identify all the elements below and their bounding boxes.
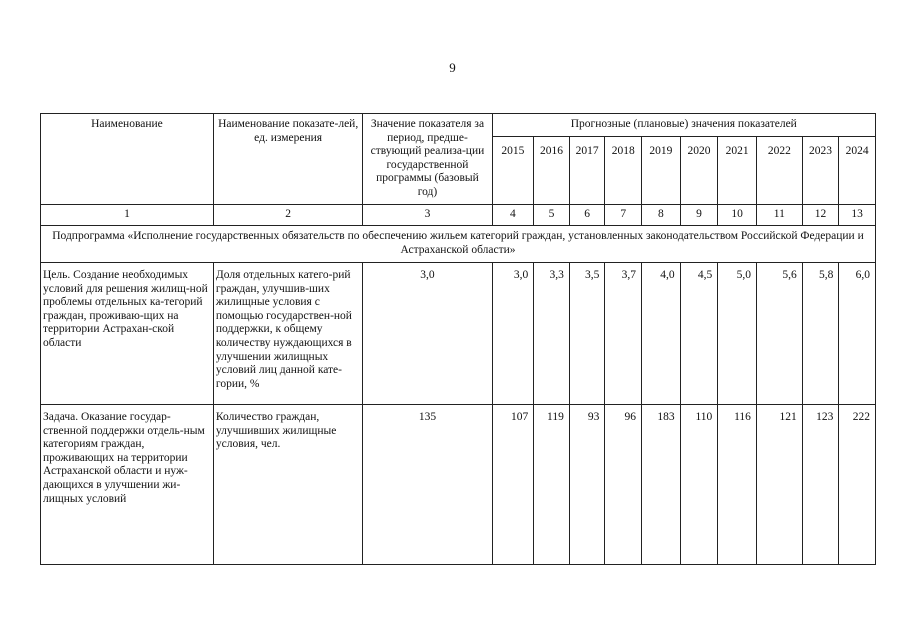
column-numbers-row — [41, 205, 876, 226]
year-cell: 2017 — [569, 137, 605, 205]
column-number: 1 — [41, 205, 214, 226]
row-value: 6,0 — [839, 263, 876, 405]
header-indicator: Наименование показате-лей, ед. измерения — [213, 114, 363, 205]
column-number: 12 — [802, 205, 839, 226]
row-value: 93 — [569, 405, 605, 565]
table-row-goal — [41, 263, 876, 405]
column-number: 6 — [569, 205, 605, 226]
column-number: 2 — [213, 205, 363, 226]
row-value: 119 — [534, 405, 570, 565]
header-row — [41, 114, 876, 137]
row-value: 5,6 — [756, 263, 802, 405]
row-value: 5,8 — [802, 263, 839, 405]
row-name: Задача. Оказание государ-ственной поддержки отдель-ным категориям граждан, проживающих на территории Астраханской области и нуж-дающихся в улучшении жи-лищных условий — [41, 405, 214, 565]
row-name: Цель. Создание необходимых условий для решения жилищ-ной проблемы отдельных ка-тегорий граждан, проживаю-щих на территории Астрахан-ской области — [41, 263, 214, 405]
row-value: 4,0 — [642, 263, 681, 405]
row-value: 123 — [802, 405, 839, 565]
row-value: 116 — [718, 405, 757, 565]
row-value: 110 — [680, 405, 718, 565]
header-name: Наименование — [41, 114, 214, 205]
year-cell: 2023 — [802, 137, 839, 205]
row-value: 3,5 — [569, 263, 605, 405]
row-value: 107 — [492, 405, 534, 565]
row-indicator: Доля отдельных катего-рий граждан, улучшив-ших жилищные условия с помощью государствен-ной поддержки, к общему количеству нуждающихся в улучшении жилищных условий лиц данной кате-гории, % — [213, 263, 363, 405]
row-value: 96 — [605, 405, 642, 565]
row-value: 3,0 — [492, 263, 534, 405]
row-base-value: 3,0 — [363, 263, 492, 405]
column-number: 5 — [534, 205, 570, 226]
column-number: 7 — [605, 205, 642, 226]
header-forecast: Прогнозные (плановые) значения показателей — [492, 114, 875, 137]
year-cell: 2019 — [642, 137, 681, 205]
header-base-value: Значение показателя за период, предше-ствующий реализа-ции государственной программы (базовый год) — [363, 114, 492, 205]
row-base-value: 135 — [363, 405, 492, 565]
page-number: 9 — [449, 60, 456, 75]
column-number: 13 — [839, 205, 876, 226]
subprogram-title: Подпрограмма «Исполнение государственных обязательств по обеспечению жильем категорий граждан, установленных законодательством Российской Федерации и Астраханской области» — [41, 226, 876, 263]
column-number: 9 — [680, 205, 718, 226]
subprogram-row — [41, 226, 876, 263]
row-value: 222 — [839, 405, 876, 565]
year-cell: 2015 — [492, 137, 534, 205]
row-value: 3,3 — [534, 263, 570, 405]
column-number: 3 — [363, 205, 492, 226]
row-value: 183 — [642, 405, 681, 565]
year-cell: 2024 — [839, 137, 876, 205]
column-number: 10 — [718, 205, 757, 226]
column-number: 8 — [642, 205, 681, 226]
row-indicator: Количество граждан, улучшивших жилищные условия, чел. — [213, 405, 363, 565]
row-value: 3,7 — [605, 263, 642, 405]
table-row-task — [41, 405, 876, 565]
year-cell: 2021 — [718, 137, 757, 205]
indicators-table — [40, 113, 876, 565]
column-number: 4 — [492, 205, 534, 226]
year-cell: 2020 — [680, 137, 718, 205]
column-number: 11 — [756, 205, 802, 226]
row-value: 121 — [756, 405, 802, 565]
year-cell: 2018 — [605, 137, 642, 205]
year-cell: 2016 — [534, 137, 570, 205]
row-value: 4,5 — [680, 263, 718, 405]
row-value: 5,0 — [718, 263, 757, 405]
year-cell: 2022 — [756, 137, 802, 205]
